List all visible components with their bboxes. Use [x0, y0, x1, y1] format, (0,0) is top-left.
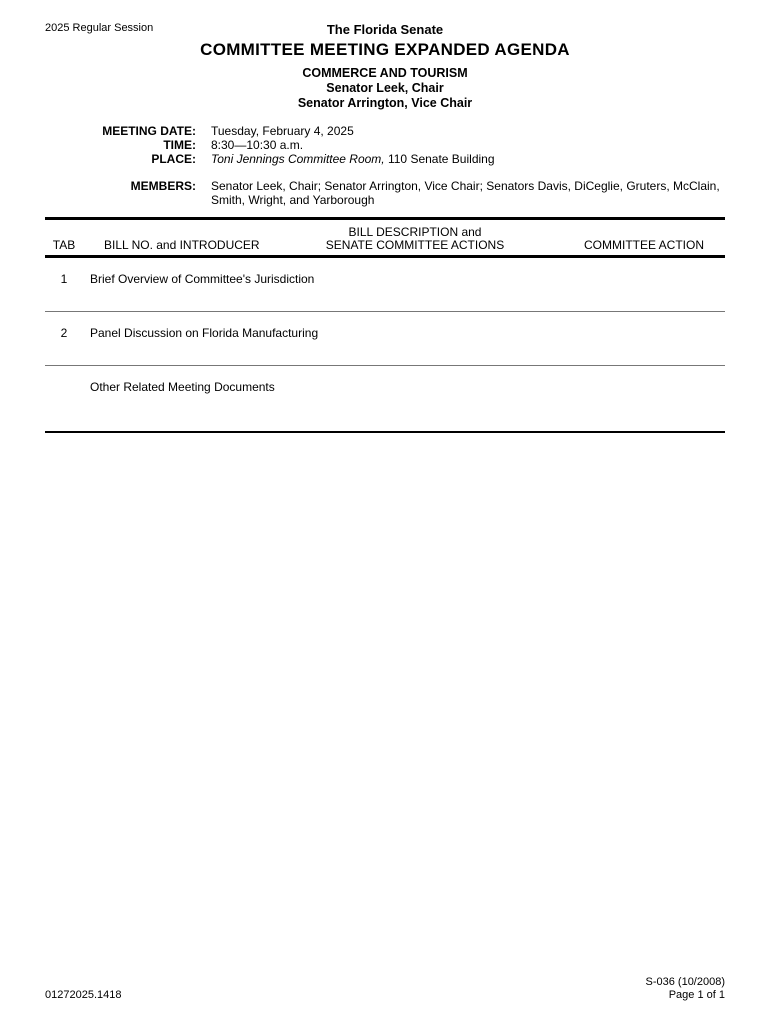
row-divider: [45, 365, 725, 366]
page-title: COMMITTEE MEETING EXPANDED AGENDA: [200, 40, 570, 59]
column-header-tab: TAB: [52, 238, 76, 252]
meeting-place-label: PLACE:: [151, 152, 196, 166]
row-3-item: Other Related Meeting Documents: [90, 380, 275, 394]
meeting-date-value: Tuesday, February 4, 2025: [211, 124, 354, 138]
row-divider: [45, 311, 725, 312]
row-1-item: Brief Overview of Committee's Jurisdiction: [90, 272, 315, 286]
page-number: Page 1 of 1: [668, 989, 725, 1001]
committee-chair: Senator Leek, Chair: [326, 81, 444, 95]
column-header-description-line-2: SENATE COMMITTEE ACTIONS: [325, 238, 505, 252]
session-label: 2025 Regular Session: [45, 22, 154, 34]
members-line-2: Smith, Wright, and Yarborough: [211, 193, 375, 207]
column-header-description-line-1: BILL DESCRIPTION and: [348, 225, 482, 239]
meeting-place-value: [211, 152, 495, 166]
meeting-date-label: MEETING DATE:: [102, 124, 196, 138]
document-id: 01272025.1418: [45, 989, 122, 1001]
meeting-place-building: 110 Senate Building: [384, 152, 495, 166]
committee-name: COMMERCE AND TOURISM: [302, 66, 468, 80]
table-top-rule: [45, 217, 725, 220]
meeting-place-room: Toni Jennings Committee Room,: [211, 152, 385, 166]
table-bottom-rule: [45, 431, 725, 433]
column-header-action: COMMITTEE ACTION: [584, 238, 704, 252]
members-label: MEMBERS:: [130, 179, 196, 193]
form-number: S-036 (10/2008): [645, 976, 725, 988]
table-header-rule: [45, 255, 725, 258]
column-header-bill: BILL NO. and INTRODUCER: [104, 238, 260, 252]
row-2-tab: 2: [60, 326, 68, 340]
committee-vice-chair: Senator Arrington, Vice Chair: [297, 96, 473, 110]
row-2-item: Panel Discussion on Florida Manufacturing: [90, 326, 319, 340]
meeting-time-label: TIME:: [163, 138, 196, 152]
senate-heading: The Florida Senate: [326, 22, 444, 37]
meeting-time-value: 8:30—10:30 a.m.: [211, 138, 304, 152]
row-1-tab: 1: [60, 272, 68, 286]
members-line-1: Senator Leek, Chair; Senator Arrington, Vice Chair; Senators Davis, DiCeglie, Gruters, McClain,: [211, 179, 720, 193]
